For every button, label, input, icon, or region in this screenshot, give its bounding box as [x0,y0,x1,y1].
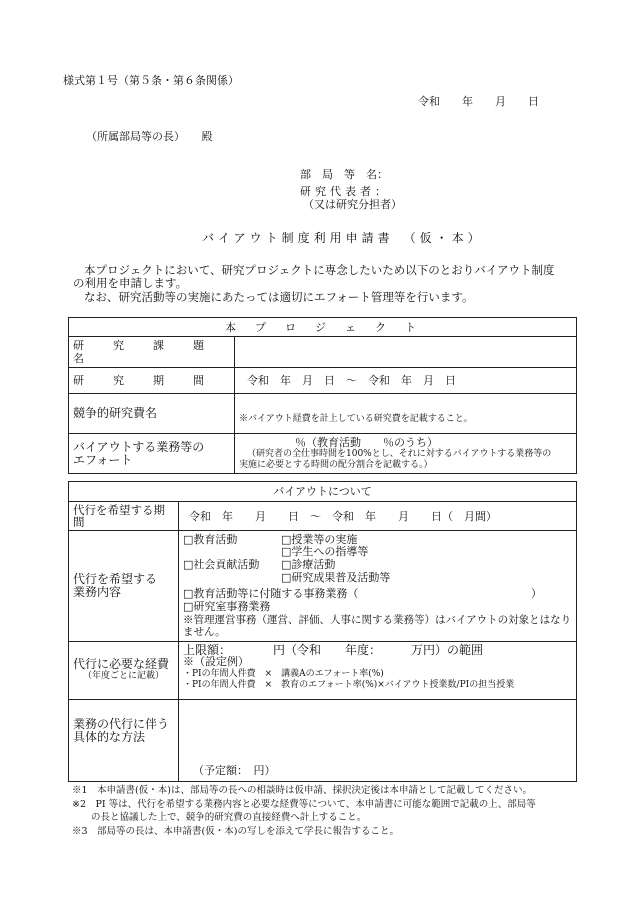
dept-name-label: 部 局 等 名： [300,168,388,181]
funding-note: ※バイアウト経費を計上している研究費を記載すること。 [239,414,473,424]
content-label-line-1: 代行を希望する [73,571,158,586]
method-label-line-2: 具体的な方法 [73,729,146,744]
funding-name-field[interactable] [235,394,577,434]
intro-line-3: なお、研究活動等の実施にあたっては適切にエフォート管理等を行います。 [84,290,474,304]
checkbox-lab-office-work[interactable]: □研究室事務業務 [183,600,271,613]
effort-note-2: 実施に必要とする時間の配分割合を記載する。） [239,460,433,470]
method-label-line-1: 業務の代行に伴う [73,716,170,731]
cost-example-1: ・PIの年間人件費 × 講義Aのエフォート率(%) [183,668,384,679]
page-title: バイアウト制度利用申請書 （仮・本） [202,231,484,245]
intro-line-2: の利用を申請します。 [73,276,188,290]
buyout-table [68,481,577,782]
effort-note-1: （研究者の全仕事時間を100%とし、それに対するバイアウトする業務等の [247,449,552,459]
content-field [179,531,577,642]
cost-limit: 上限額： 円（令和 年度： 万円）の範囲 [183,642,484,657]
method-field[interactable]: （予定額： 円） [179,699,577,781]
buyout-period-label: 代行を希望する期間 [69,502,179,531]
footnote-1: ※1 本申請書(仮・本)は、部局等の長への相談時は仮申請、採択決定後は本申請として記載してください。 [72,785,532,796]
effort-label-line-1: バイアウトする業務等の [73,439,205,454]
form-number: 様式第１号（第５条・第６条関係） [63,74,239,87]
footnote-2a: ※2 PI 等は、代行を希望する業務内容と必要な経費等について、本申請書に可能な範囲で記載の上、部局等 [72,799,536,810]
funding-name-label: 競争的研究費名 [69,394,235,434]
footnote-2b: の長と協議した上で、競争的研究費の直接経費へ計上すること。 [72,812,367,823]
research-period-label: 研 究 期 間 [69,368,235,394]
effort-field[interactable] [235,434,577,474]
addressee: （所属部局等の長） 殿 [86,130,213,143]
checkbox-education[interactable]: □教育活動 [183,533,238,546]
cost-field[interactable] [179,641,577,699]
checkbox-lecture[interactable]: □授業等の実施 [281,533,358,546]
footnote-3: ※3 部局等の長は、本申請書(仮・本)の写しを添えて学長に報告すること。 [72,826,399,837]
cost-example-heading: ※（設定例） [183,655,249,668]
cost-label [69,641,179,699]
content-note-1: ※管理運営事務（運営、評価、人事に関する業務等）はバイアウトの対象とはなり [183,613,572,626]
project-table [68,317,577,474]
cost-label-line-1: 代行に必要な経費 [73,657,170,671]
research-topic-field[interactable] [235,337,577,368]
representative-label: 研究代表者： [300,185,390,198]
cost-example-2: ・PIの年間人件費 × 教育のエフォート率(%)×バイアウト授業数/PIの担当授業 [183,679,515,690]
date-line: 令和 年 月 日 [418,95,539,108]
checkbox-student-guidance[interactable]: □学生への指導等 [281,545,369,558]
content-label-line-2: 業務内容 [73,584,122,599]
project-header: 本 プ ロ ジ ェ ク ト [69,318,577,337]
checkbox-social-contribution[interactable]: □社会貢献活動 [183,558,260,571]
checkbox-medical[interactable]: □診療活動 [281,558,336,571]
cost-label-line-2: （年度ごとに記載） [83,671,165,681]
representative-sub: （又は研究分担者） [303,198,402,211]
buyout-header: バイアウトについて [69,482,577,502]
research-topic-label: 研 究 課 題 名 [69,337,235,368]
effort-value: ％（教育活動 ％のうち） [295,436,438,449]
buyout-period-field[interactable]: 令和 年 月 日 ～ 令和 年 月 日（ 月間） [179,502,577,531]
content-note-2: ません。 [183,626,226,638]
research-period-field[interactable]: 令和 年 月 日 ～ 令和 年 月 日 [235,368,577,394]
effort-label-line-2: エフォート [73,452,133,467]
effort-label [69,434,235,474]
checkbox-ancillary-office-work[interactable]: □教育活動等に付随する事務業務（ [183,587,359,600]
checkbox-research-dissemination[interactable]: □研究成果普及活動等 [281,571,391,584]
method-label [69,699,179,781]
checkbox-ancillary-close: ） [531,587,542,600]
intro-line-1: 本プロジェクトにおいて、研究プロジェクトに専念したいため以下のとおりバイアウト制度 [84,263,555,277]
content-label [69,531,179,642]
